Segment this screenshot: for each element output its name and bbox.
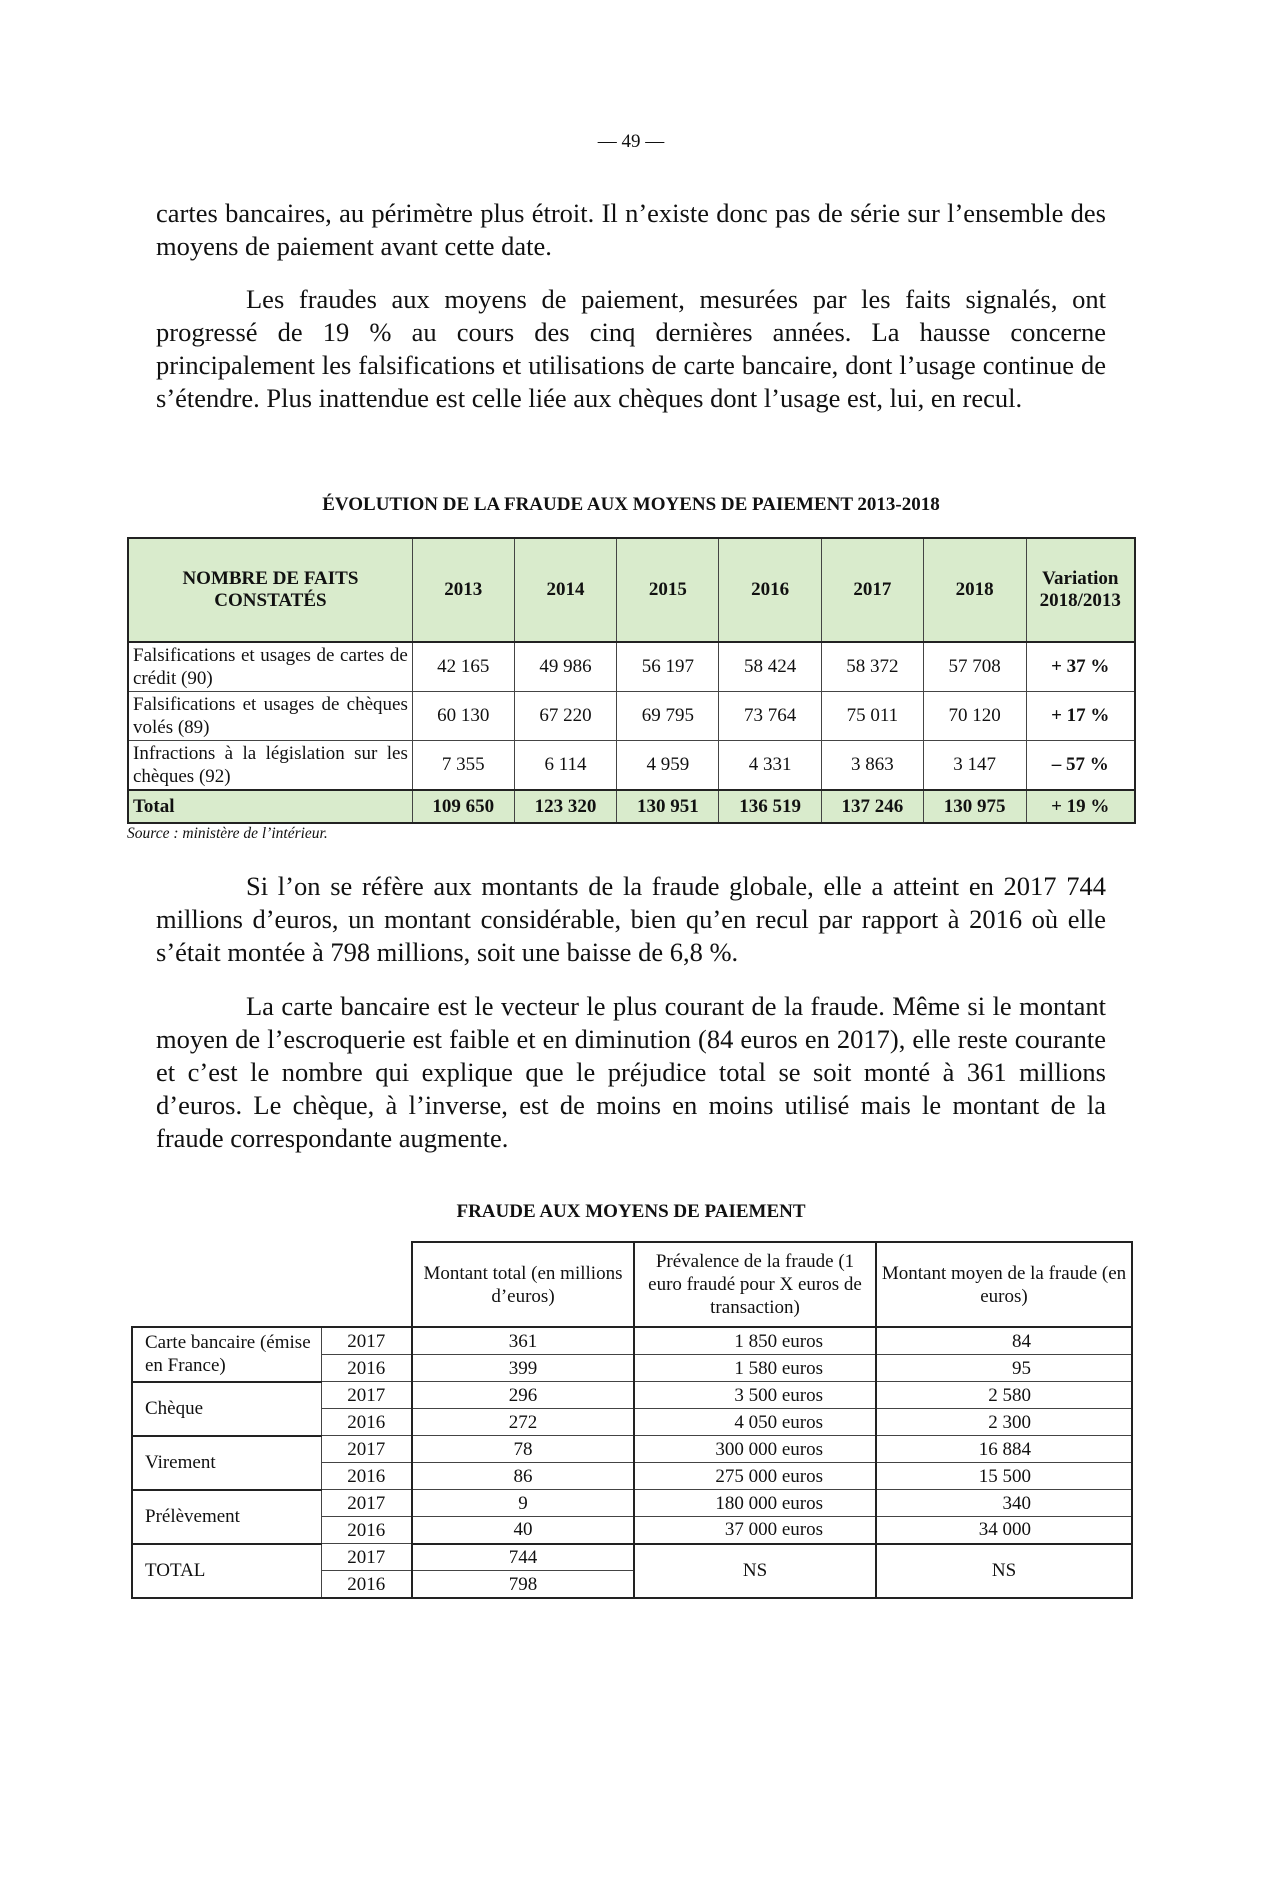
average-cell: 2 580 bbox=[876, 1382, 1132, 1409]
table1-header-2016: 2016 bbox=[719, 538, 822, 642]
total-cell: 78 bbox=[412, 1436, 634, 1463]
category-label: Virement bbox=[132, 1436, 321, 1490]
table-cell: 4 959 bbox=[617, 741, 719, 791]
year-cell: 2016 bbox=[321, 1409, 412, 1436]
page-number: — 49 — bbox=[597, 131, 665, 152]
variation-cell: – 57 % bbox=[1026, 741, 1135, 791]
total-cell: 109 650 bbox=[412, 790, 514, 823]
table-row bbox=[132, 1327, 1132, 1355]
total-cell: 137 246 bbox=[821, 790, 923, 823]
total-cell: 399 bbox=[412, 1355, 634, 1382]
table1-header-variation: Variation 2018/2013 bbox=[1026, 538, 1135, 642]
table-cell: 58 372 bbox=[821, 642, 923, 692]
prevalence-cell: 3 500 euros bbox=[634, 1382, 876, 1409]
table2-header-average: Montant moyen de la fraude (en euros) bbox=[876, 1242, 1132, 1327]
year-cell: 2016 bbox=[321, 1571, 412, 1599]
total-cell: 40 bbox=[412, 1517, 634, 1544]
table-cell: 70 120 bbox=[923, 692, 1026, 741]
table2-header-total: Montant total (en millions d’euros) bbox=[412, 1242, 634, 1327]
table-row bbox=[132, 1436, 1132, 1463]
table1-header-2015: 2015 bbox=[617, 538, 719, 642]
total-cell: 130 975 bbox=[923, 790, 1026, 823]
table-row bbox=[128, 692, 1135, 741]
table-row bbox=[128, 741, 1135, 791]
table-cell: 3 863 bbox=[821, 741, 923, 791]
year-cell: 2017 bbox=[321, 1436, 412, 1463]
prevalence-cell: 1 850 euros bbox=[634, 1327, 876, 1355]
table-cell: 6 114 bbox=[514, 741, 617, 791]
table1-header-category: NOMBRE DE FAITS CONSTATÉS bbox=[128, 538, 412, 642]
total-cell: 136 519 bbox=[719, 790, 822, 823]
blank-cell bbox=[132, 1242, 321, 1327]
prevalence-cell: 300 000 euros bbox=[634, 1436, 876, 1463]
row-label: Falsifications et usages de chèques volés (89) bbox=[128, 692, 412, 741]
total-cell: 744 bbox=[412, 1544, 634, 1571]
average-cell: 15 500 bbox=[876, 1463, 1132, 1490]
table1-header-2017: 2017 bbox=[821, 538, 923, 642]
total-category-label: TOTAL bbox=[132, 1544, 321, 1599]
total-cell: 361 bbox=[412, 1327, 634, 1355]
year-cell: 2017 bbox=[321, 1544, 412, 1571]
year-cell: 2017 bbox=[321, 1490, 412, 1517]
table-row bbox=[132, 1382, 1132, 1409]
year-cell: 2016 bbox=[321, 1355, 412, 1382]
table-cell: 73 764 bbox=[719, 692, 822, 741]
table1-header-2018: 2018 bbox=[923, 538, 1026, 642]
row-label: Infractions à la législation sur les chèques (92) bbox=[128, 741, 412, 791]
table-row bbox=[128, 642, 1135, 692]
table1-title: ÉVOLUTION DE LA FRAUDE AUX MOYENS DE PAIEMENT 2013-2018 bbox=[322, 494, 940, 515]
table1-header-2013: 2013 bbox=[412, 538, 514, 642]
table2-header-row bbox=[132, 1242, 1132, 1327]
table-cell: 3 147 bbox=[923, 741, 1026, 791]
table1-header-2014: 2014 bbox=[514, 538, 617, 642]
fraud-evolution-table bbox=[127, 537, 1136, 824]
table-cell: 69 795 bbox=[617, 692, 719, 741]
table1-source: Source : ministère de l’intérieur. bbox=[127, 825, 328, 842]
total-cell: 130 951 bbox=[617, 790, 719, 823]
table2-header-prevalence: Prévalence de la fraude (1 euro fraudé pour X euros de transaction) bbox=[634, 1242, 876, 1327]
table-row bbox=[132, 1490, 1132, 1517]
prevalence-cell: 180 000 euros bbox=[634, 1490, 876, 1517]
paragraph-1: cartes bancaires, au périmètre plus étroit. Il n’existe donc pas de série sur l’ensemble des moyens de paiement avant cette date. bbox=[156, 198, 1106, 261]
average-cell: 340 bbox=[876, 1490, 1132, 1517]
prevalence-cell: 37 000 euros bbox=[634, 1517, 876, 1544]
table-cell: 7 355 bbox=[412, 741, 514, 791]
table-cell: 49 986 bbox=[514, 642, 617, 692]
average-cell: 84 bbox=[876, 1327, 1132, 1355]
blank-cell bbox=[321, 1242, 412, 1327]
table1-total-row bbox=[128, 790, 1135, 823]
paragraph-2: Les fraudes aux moyens de paiement, mesurées par les faits signalés, ont progressé de 19 % au cours des cinq dernières années. La hausse concerne principalement les falsifications et utilisations de carte bancaire, dont l’usage continue de s’étendre. Plus inattendue est celle liée aux chèques dont l’usage est, lui, en recul. bbox=[156, 284, 1106, 413]
table-cell: 60 130 bbox=[412, 692, 514, 741]
total-cell: 272 bbox=[412, 1409, 634, 1436]
year-cell: 2016 bbox=[321, 1463, 412, 1490]
row-label: Falsifications et usages de cartes de crédit (90) bbox=[128, 642, 412, 692]
prevalence-cell: 1 580 euros bbox=[634, 1355, 876, 1382]
total-cell: 798 bbox=[412, 1571, 634, 1599]
prevalence-cell: 275 000 euros bbox=[634, 1463, 876, 1490]
total-cell: 9 bbox=[412, 1490, 634, 1517]
total-cell: 296 bbox=[412, 1382, 634, 1409]
total-cell: 86 bbox=[412, 1463, 634, 1490]
variation-cell: + 17 % bbox=[1026, 692, 1135, 741]
prevalence-ns-cell: NS bbox=[634, 1544, 876, 1599]
average-cell: 95 bbox=[876, 1355, 1132, 1382]
year-cell: 2017 bbox=[321, 1327, 412, 1355]
table-cell: 42 165 bbox=[412, 642, 514, 692]
fraud-payment-means-table bbox=[131, 1241, 1133, 1599]
year-cell: 2016 bbox=[321, 1517, 412, 1544]
category-label: Chèque bbox=[132, 1382, 321, 1436]
table-cell: 67 220 bbox=[514, 692, 617, 741]
table-row bbox=[132, 1544, 1132, 1571]
table-cell: 57 708 bbox=[923, 642, 1026, 692]
table-cell: 75 011 bbox=[821, 692, 923, 741]
table-cell: 4 331 bbox=[719, 741, 822, 791]
total-variation-cell: + 19 % bbox=[1026, 790, 1135, 823]
category-label: Carte bancaire (émise en France) bbox=[132, 1327, 321, 1382]
total-cell: 123 320 bbox=[514, 790, 617, 823]
paragraph-4: La carte bancaire est le vecteur le plus courant de la fraude. Même si le montant moyen de l’escroquerie est faible et en diminution (84 euros en 2017), elle reste courante et c’est le nombre qui explique que le préjudice total se soit monté à 361 millions d’euros. Le chèque, à l’inverse, est de moins en moins utilisé mais le montant de la fraude correspondante augmente. bbox=[156, 991, 1106, 1153]
total-label: Total bbox=[128, 790, 412, 823]
average-cell: 2 300 bbox=[876, 1409, 1132, 1436]
year-cell: 2017 bbox=[321, 1382, 412, 1409]
average-cell: 34 000 bbox=[876, 1517, 1132, 1544]
category-label: Prélèvement bbox=[132, 1490, 321, 1544]
paragraph-3: Si l’on se réfère aux montants de la fraude globale, elle a atteint en 2017 744 millions d’euros, un montant considérable, bien qu’en recul par rapport à 2016 où elle s’était montée à 798 millions, soit une baisse de 6,8 %. bbox=[156, 871, 1106, 967]
average-ns-cell: NS bbox=[876, 1544, 1132, 1599]
table1-header-row bbox=[128, 538, 1135, 642]
table-cell: 58 424 bbox=[719, 642, 822, 692]
table-cell: 56 197 bbox=[617, 642, 719, 692]
average-cell: 16 884 bbox=[876, 1436, 1132, 1463]
table2-title: FRAUDE AUX MOYENS DE PAIEMENT bbox=[456, 1201, 806, 1222]
prevalence-cell: 4 050 euros bbox=[634, 1409, 876, 1436]
variation-cell: + 37 % bbox=[1026, 642, 1135, 692]
